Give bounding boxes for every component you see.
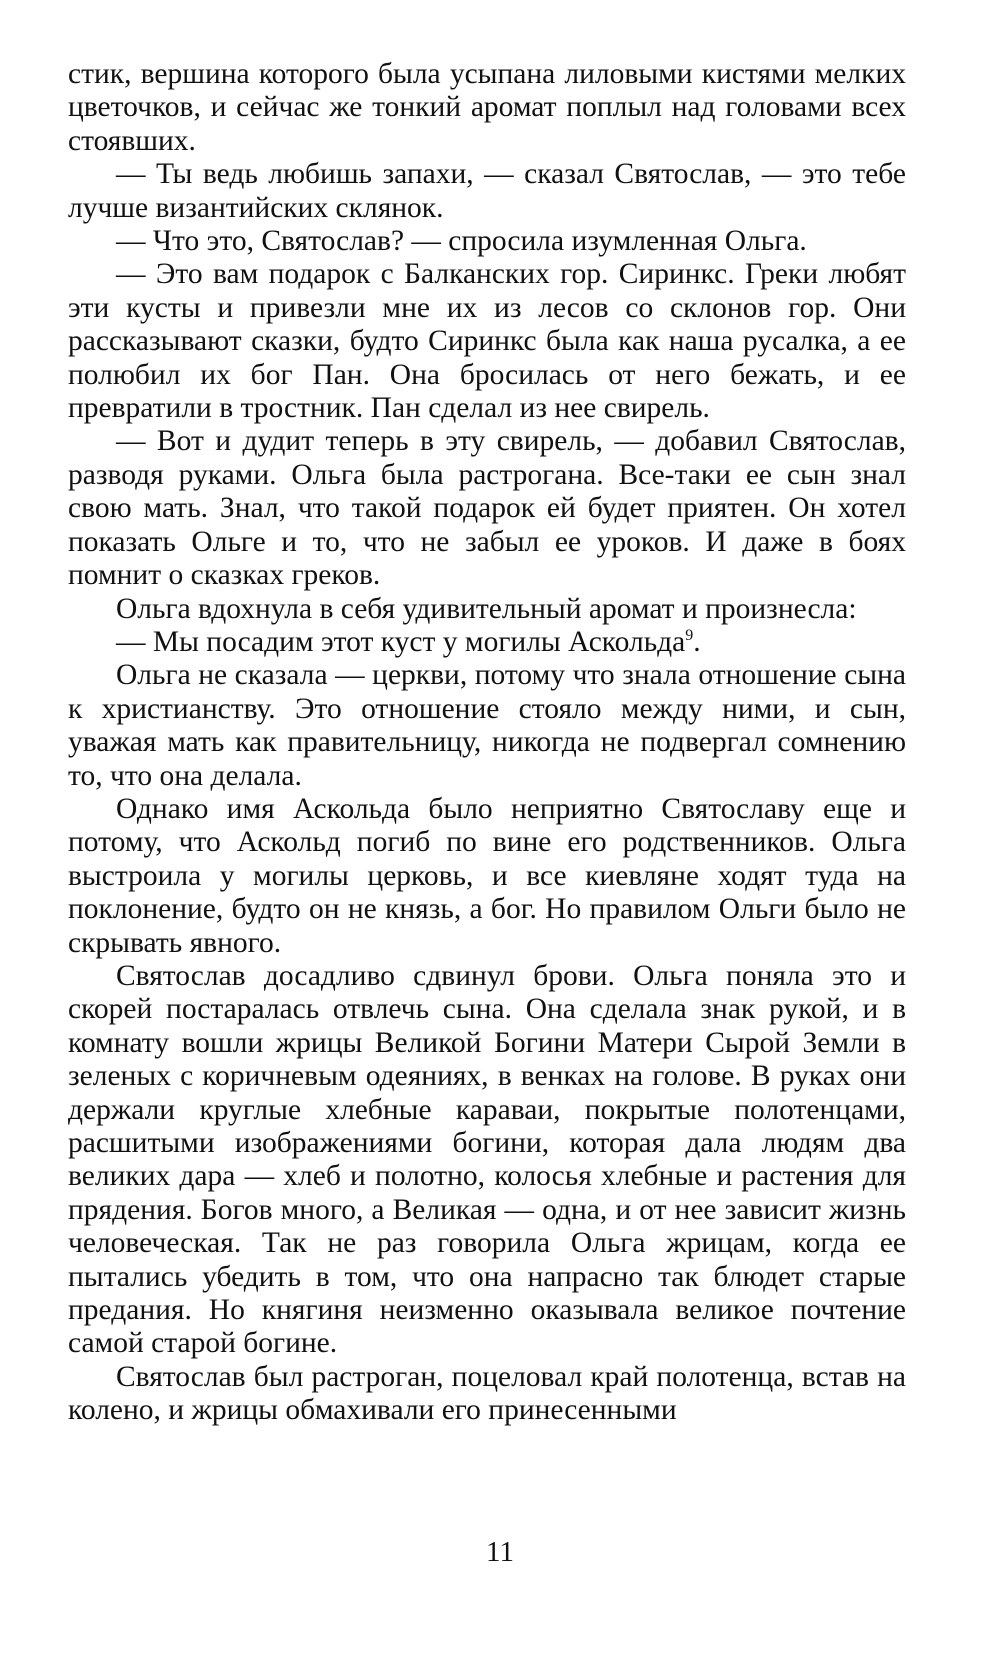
paragraph: Святослав досадливо сдвинул брови. Ольга поняла это и скорей постаралась отвлечь сына. Она сделала знак рукой, и в комнату вошли жрицы Великой Богини Матери Сырой Земли в зеленых с коричневым одеяниях, в венках на голове. В руках они держали круглые хлебные караваи, покрытые полотенцами, расшитыми изображениями богини, которая дала людям два великих дара — хлеб и полотно, колосья хлебные и растения для прядения. Богов много, а Великая — одна, и от нее зависит жизнь человеческая. Так не раз говорила Ольга жрицам, когда ее пытались убедить в том, что она напрасно так блюдет старые предания. Но княгиня неизменно оказывала великое почтение самой старой богине. [68,959,906,1360]
paragraph: Однако имя Аскольда было неприятно Святославу еще и потому, что Аскольд погиб по вине его родственников. Ольга выстроила у могилы церковь, и все киевляне ходят туда на поклонение, будто он не князь, а бог. Но правилом Ольги было не скрывать явного. [68,792,906,959]
paragraph-text: — Мы посадим этот куст у могилы Аскольда [116,625,686,658]
paragraph: Ольга не сказала — церкви, потому что знала отношение сына к христианству. Это отношение стояло между ними, и сын, уважая мать как правительницу, никогда не подвергал сомнению то, что она делала. [68,659,906,792]
paragraph: — Это вам подарок с Балканских гор. Сиринкс. Греки любят эти кусты и привезли мне их из лесов со склонов гор. Они рассказывают сказки, будто Сиринкс была как наша русалка, а ее полюбил их бог Пан. Она бросилась от него бежать, и ее превратили в тростник. Пан сделал из нее свирель. [68,258,906,425]
paragraph: — Ты ведь любишь запахи, — сказал Святослав, — это тебе лучше византийских склянок. [68,158,906,224]
body-text [68,58,906,1428]
paragraph: — Вот и дудит теперь в эту свирель, — добавил Святослав, разводя руками. Ольга была растрогана. Все-таки ее сын знал свою мать. Знал, что такой подарок ей будет приятен. Он хотел показать Ольге и то, что не забыл ее уроков. И даже в боях помнит о сказках греков. [68,425,906,592]
page-number: 11 [486,1536,514,1568]
paragraph: стик, вершина которого была усыпана лиловыми кистями мелких цветочков, и сейчас же тонкий аромат поплыл над головами всех стоявших. [68,58,906,157]
sentence-end: . [693,625,701,658]
paragraph: Ольга вдохнула в себя удивительный аромат и произнесла: [116,592,857,625]
paragraph-with-footnote [68,626,906,659]
paragraph: — Что это, Святослав? — спросила изумленная Ольга. [116,225,807,258]
footnote-mark[interactable]: 9 [685,627,694,645]
paragraph: Святослав был растроган, поцеловал край полотенца, встав на колено, и жрицы обмахивали его принесенными [68,1360,906,1427]
